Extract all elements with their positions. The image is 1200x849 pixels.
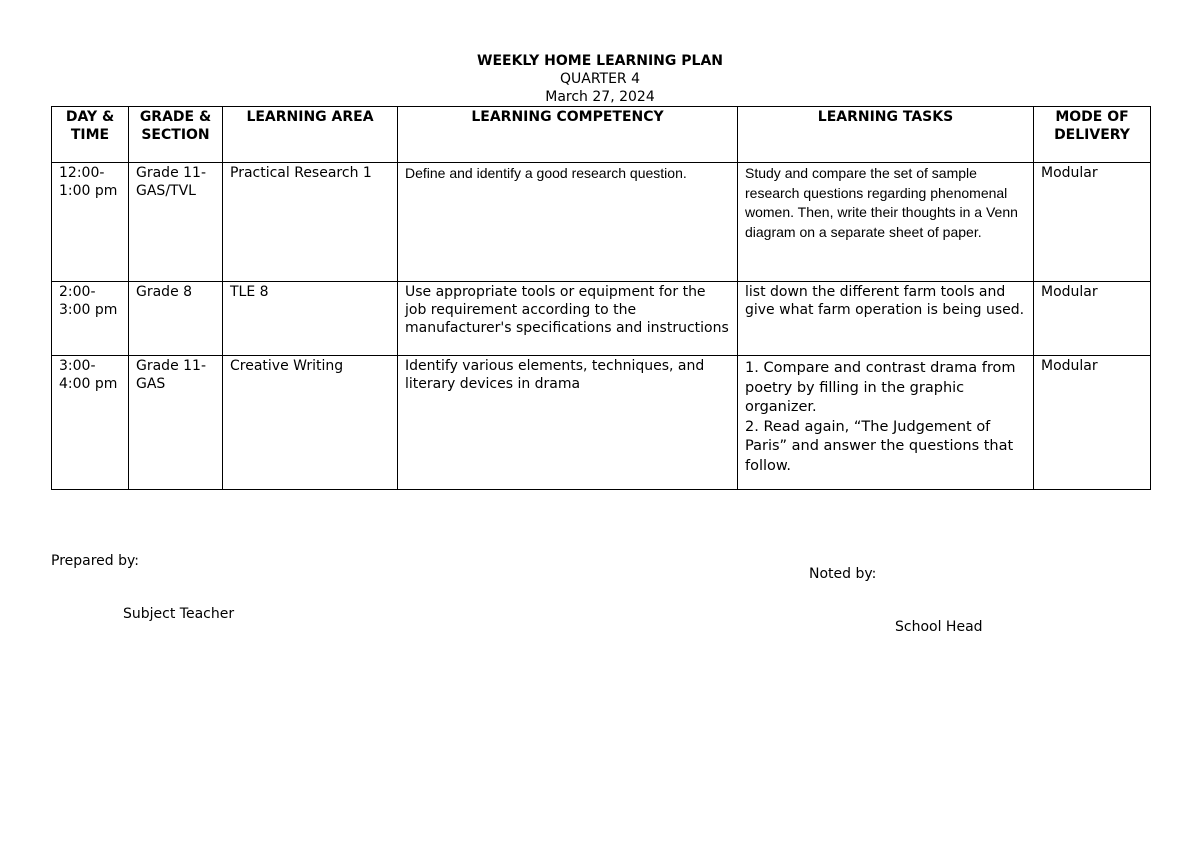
- noted-by-label: Noted by:: [809, 566, 877, 582]
- prepared-by-label: Prepared by:: [51, 553, 139, 569]
- subject-teacher-role: Subject Teacher: [123, 606, 235, 622]
- school-head-role: School Head: [895, 619, 983, 635]
- cell-mode: Modular: [1034, 282, 1151, 356]
- task-step-2: 2. Read again, “The Judgement of Paris” and answer the questions that follow.: [745, 418, 1014, 474]
- table-header-row: [52, 107, 1151, 163]
- task-step-1: 1. Compare and contrast drama from poetry by filling in the graphic organizer.: [745, 360, 1016, 415]
- column-header-learning-area: LEARNING AREA: [223, 107, 398, 163]
- cell-competency: Use appropriate tools or equipment for the job requirement according to the manufacturer's specifications and instructions: [398, 282, 738, 356]
- column-header-mode-of-delivery: MODE OF DELIVERY: [1034, 107, 1151, 163]
- table-row: [52, 356, 1151, 490]
- column-header-learning-tasks: LEARNING TASKS: [738, 107, 1034, 163]
- cell-competency: Identify various elements, techniques, and literary devices in drama: [398, 356, 738, 490]
- cell-time: 12:00-1:00 pm: [52, 163, 129, 282]
- quarter-label: QUARTER 4: [559, 71, 641, 87]
- column-header-learning-competency: LEARNING COMPETENCY: [398, 107, 738, 163]
- cell-tasks: [738, 356, 1034, 490]
- column-header-grade-section: GRADE & SECTION: [129, 107, 223, 163]
- cell-mode: Modular: [1034, 163, 1151, 282]
- table-row: [52, 163, 1151, 282]
- cell-area: Practical Research 1: [223, 163, 398, 282]
- cell-competency: Define and identify a good research question.: [398, 163, 738, 282]
- cell-time: 2:00-3:00 pm: [52, 282, 129, 356]
- cell-mode: Modular: [1034, 356, 1151, 490]
- column-header-day-time: DAY & TIME: [52, 107, 129, 163]
- learning-plan-table: [51, 106, 1151, 490]
- cell-area: Creative Writing: [223, 356, 398, 490]
- plan-date: March 27, 2024: [545, 89, 655, 105]
- page-title: WEEKLY HOME LEARNING PLAN: [477, 53, 723, 69]
- cell-grade: Grade 11-GAS/TVL: [129, 163, 223, 282]
- cell-grade: Grade 8: [129, 282, 223, 356]
- cell-grade: Grade 11-GAS: [129, 356, 223, 490]
- cell-area: TLE 8: [223, 282, 398, 356]
- cell-time: 3:00-4:00 pm: [52, 356, 129, 490]
- table-row: [52, 282, 1151, 356]
- cell-tasks: Study and compare the set of sample research questions regarding phenomenal women. Then, write their thoughts in a Venn diagram on a separate sheet of paper.: [738, 163, 1034, 282]
- cell-tasks: list down the different farm tools and give what farm operation is being used.: [738, 282, 1034, 356]
